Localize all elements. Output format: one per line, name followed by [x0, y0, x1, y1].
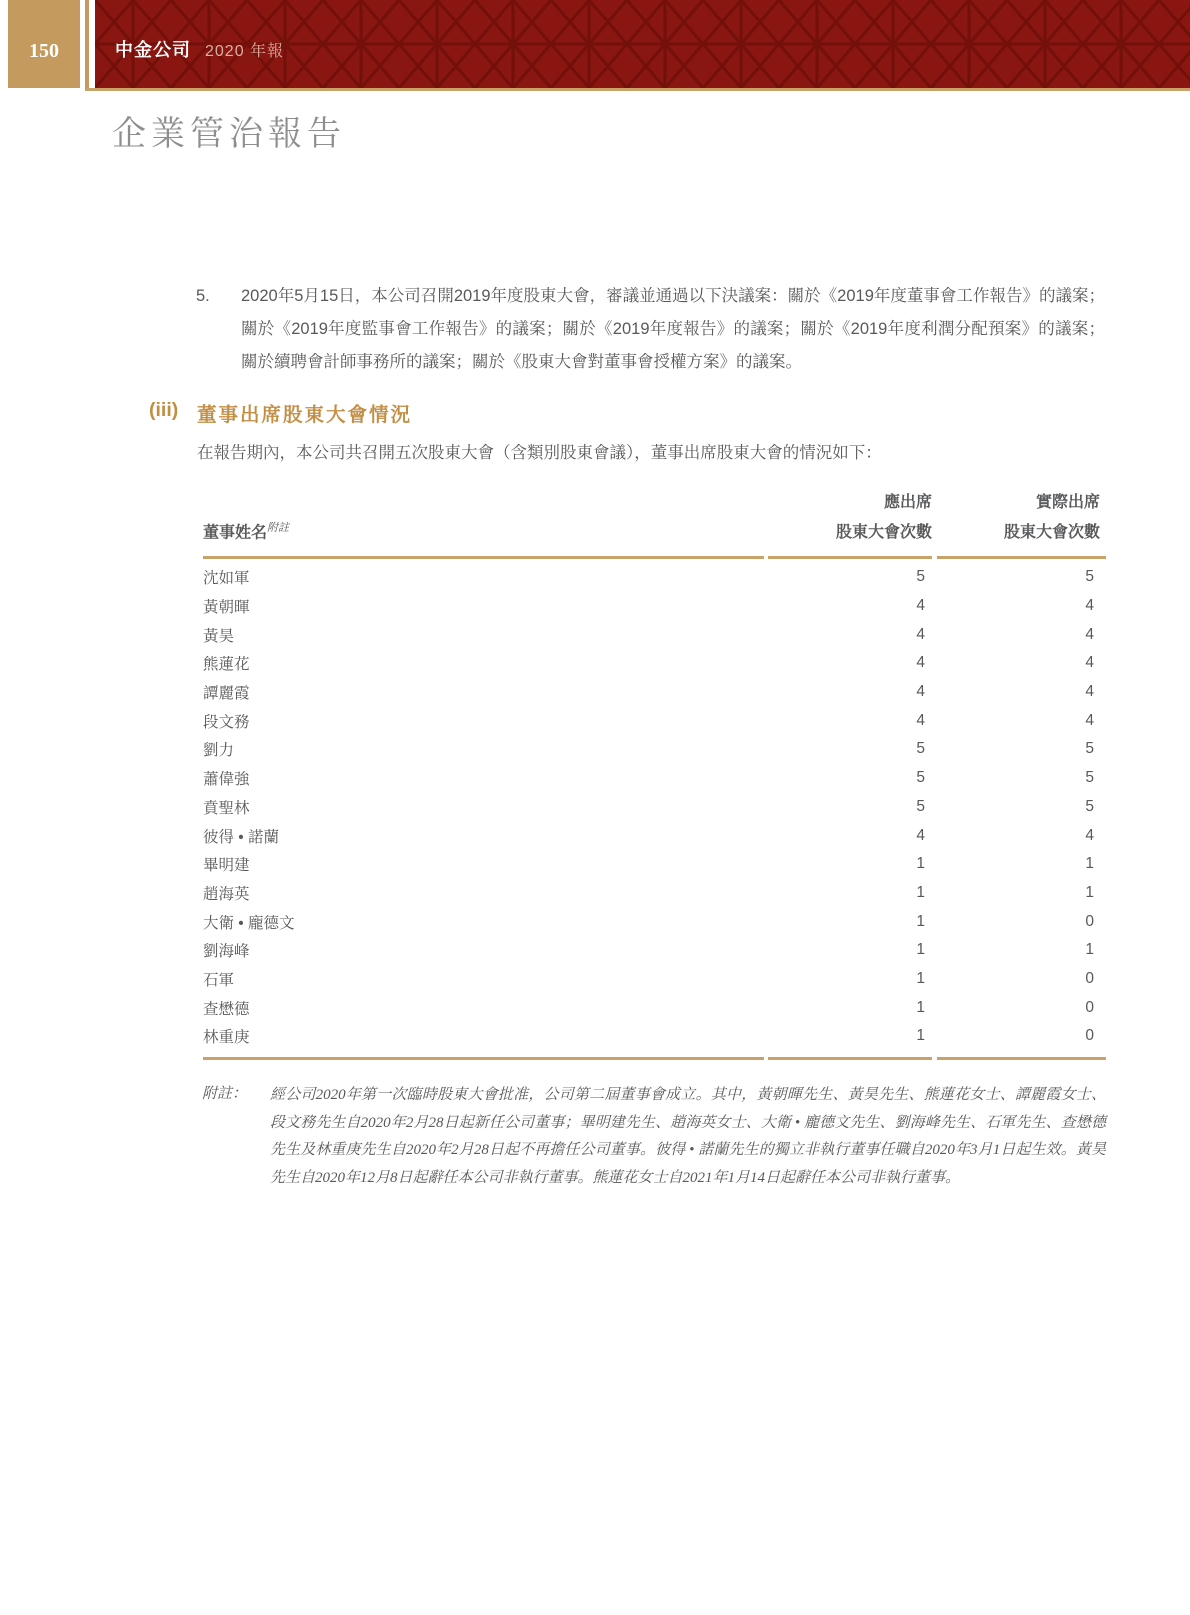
- page-number: 150: [29, 39, 59, 62]
- list-item-5-marker: 5.: [196, 287, 210, 305]
- attendance-table-header: [203, 488, 1106, 548]
- required-header-line1: 應出席: [883, 494, 932, 511]
- list-item-5-text: 2020年5月15日，本公司召開2019年度股東大會，審議並通過以下決議案：關於《2019年度董事會工作報告》的議案；關於《2019年度監事會工作報告》的議案；關於《2019年度報告》的議案；關於《2019年度利潤分配預案》的議案；關於續聘會計師事務所的議案；關於《股東大會對董事會授權方案》的議案。: [241, 287, 1105, 371]
- director-name-cell: 劉海峰: [203, 943, 250, 961]
- attended-count-cell: 4: [1085, 711, 1094, 729]
- section-iii-label: (iii): [149, 399, 179, 421]
- table-header-rule: [203, 556, 1106, 559]
- table-row: [203, 936, 1106, 965]
- table-row: [203, 649, 1106, 678]
- attended-count-cell: 4: [1085, 683, 1094, 701]
- required-count-cell: 1: [916, 883, 925, 901]
- required-count-cell: 4: [916, 597, 925, 615]
- actual-header-line1: 實際出席: [1035, 494, 1100, 511]
- required-count-cell: 1: [916, 998, 925, 1016]
- required-count-cell: 1: [916, 969, 925, 987]
- director-name-cell: 趙海英: [203, 885, 250, 903]
- director-name-cell: 劉力: [203, 742, 235, 760]
- required-count-cell: 4: [916, 711, 925, 729]
- required-count-cell: 4: [916, 683, 925, 701]
- required-count-cell: 5: [916, 769, 925, 787]
- header-divider-line: [85, 0, 89, 88]
- column-header-required-attendance: [764, 488, 932, 548]
- section-iii-intro: 在報告期內，本公司共召開五次股東大會（含類別股東會議），董事出席股東大會的情況如下：: [197, 444, 882, 462]
- actual-header-line2: 股東大會次數: [1003, 524, 1100, 541]
- attended-count-cell: 4: [1085, 654, 1094, 672]
- column-header-director-name: [203, 513, 764, 548]
- required-count-cell: 5: [916, 740, 925, 758]
- attended-count-cell: 0: [1085, 912, 1094, 930]
- attended-count-cell: 1: [1085, 883, 1094, 901]
- director-name-cell: 蕭偉強: [203, 771, 250, 789]
- table-row: [203, 1022, 1106, 1051]
- table-row: [203, 706, 1106, 735]
- director-name-cell: 譚麗霞: [203, 685, 250, 703]
- director-name-cell: 黃昊: [203, 627, 235, 645]
- attended-count-cell: 1: [1085, 941, 1094, 959]
- attended-count-cell: 5: [1085, 740, 1094, 758]
- director-name-cell: 彼得 • 諾蘭: [203, 828, 280, 846]
- company-name: 中金公司: [115, 40, 191, 60]
- attended-count-cell: 4: [1085, 597, 1094, 615]
- page-title: 企業管治報告: [112, 116, 346, 153]
- table-row: [203, 993, 1106, 1022]
- table-row: [203, 821, 1106, 850]
- director-name-cell: 沈如軍: [203, 570, 250, 588]
- required-count-cell: 1: [916, 1027, 925, 1045]
- director-name-header-text: 董事姓名: [203, 524, 268, 541]
- attended-count-cell: 4: [1085, 826, 1094, 844]
- header-band: [95, 0, 1190, 88]
- table-row: [203, 592, 1106, 621]
- table-row: [203, 965, 1106, 994]
- attended-count-cell: 0: [1085, 998, 1094, 1016]
- attended-count-cell: 0: [1085, 969, 1094, 987]
- attendance-table-body: [203, 563, 1106, 1051]
- header-gold-rule: [85, 88, 1190, 91]
- attended-count-cell: 4: [1085, 625, 1094, 643]
- table-row: [203, 735, 1106, 764]
- director-name-cell: 查懋德: [203, 1000, 250, 1018]
- required-count-cell: 4: [916, 826, 925, 844]
- table-row: [203, 907, 1106, 936]
- section-iii-heading: 董事出席股東大會情況: [197, 404, 413, 426]
- attended-count-cell: 5: [1085, 797, 1094, 815]
- director-name-cell: 林重庚: [203, 1029, 250, 1047]
- director-name-cell: 石軍: [203, 971, 235, 989]
- director-name-header-note: 附註: [267, 521, 290, 534]
- page-number-box: [8, 0, 80, 88]
- table-row: [203, 764, 1106, 793]
- required-count-cell: 1: [916, 941, 925, 959]
- required-count-cell: 1: [916, 912, 925, 930]
- director-name-cell: 賁聖林: [203, 799, 250, 817]
- report-edition: 2020 年報: [205, 42, 285, 60]
- table-row: [203, 850, 1106, 879]
- required-count-cell: 4: [916, 654, 925, 672]
- footnote-text: 經公司2020年第一次臨時股東大會批准，公司第二屆董事會成立。其中，黃朝暉先生、黃昊先生、熊蓮花女士、譚麗霞女士、段文務先生自2020年2月28日起新任公司董事；畢明建先生、趙海英女士、大衛 • 龐德文先生、劉海峰先生、石軍先生、查懋德先生及林重庚先生自2020年2月28日起不再擔任公司董事。彼得 • 諾蘭先生的獨立非執行董事任職自2020年3月1日起生效。黃昊先生自2020年12月8日起辭任本公司非執行董事。熊蓮花女士自2021年1月14日起辭任本公司非執行董事。: [270, 1087, 1106, 1186]
- director-name-cell: 畢明建: [203, 857, 250, 875]
- table-row: [203, 879, 1106, 908]
- required-count-cell: 1: [916, 855, 925, 873]
- table-row: [203, 678, 1106, 707]
- attended-count-cell: 5: [1085, 568, 1094, 586]
- table-bottom-rule: [203, 1057, 1106, 1060]
- director-name-cell: 大衛 • 龐德文: [203, 914, 295, 932]
- table-row: [203, 793, 1106, 822]
- attended-count-cell: 5: [1085, 769, 1094, 787]
- table-row: [203, 620, 1106, 649]
- required-header-line2: 股東大會次數: [835, 524, 932, 541]
- required-count-cell: 5: [916, 568, 925, 586]
- required-count-cell: 4: [916, 625, 925, 643]
- attendance-table: [203, 488, 1106, 1060]
- attended-count-cell: 1: [1085, 855, 1094, 873]
- director-name-cell: 黃朝暉: [203, 599, 250, 617]
- required-count-cell: 5: [916, 797, 925, 815]
- column-header-actual-attendance: [932, 488, 1106, 548]
- attended-count-cell: 0: [1085, 1027, 1094, 1045]
- footnote-label: 附註：: [202, 1086, 248, 1102]
- table-row: [203, 563, 1106, 592]
- director-name-cell: 熊蓮花: [203, 656, 250, 674]
- director-name-cell: 段文務: [203, 713, 250, 731]
- header-brand: [115, 0, 284, 88]
